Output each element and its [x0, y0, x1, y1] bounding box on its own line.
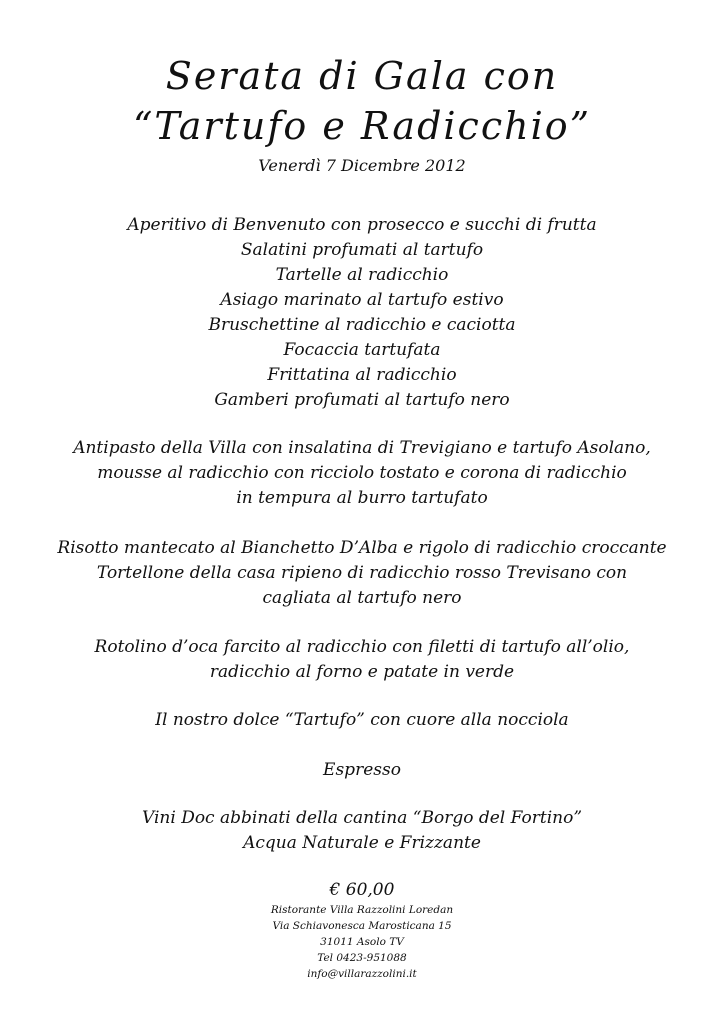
menu-line: cagliata al tartufo nero [262, 588, 462, 608]
menu-line: Salatini profumati al tartufo [240, 240, 484, 260]
menu-line: in tempura al burro tartufato [236, 488, 488, 508]
title-line-1: Serata di Gala con [165, 54, 559, 98]
dessert-line: Il nostro dolce “Tartufo” con cuore alla nocciola [155, 710, 569, 730]
title-line-2: “Tartufo e Radicchio” [132, 104, 592, 148]
menu-line: Tortellone della casa ripieno di radicchio rosso Trevisano con [96, 563, 628, 583]
menu-line: Rotolino d’oca farcito al radicchio con filetti di tartufo all’olio, [94, 637, 630, 657]
menu-line: radicchio al forno e patate in verde [209, 662, 515, 682]
address-line: Tel 0423-951088 [317, 952, 407, 964]
coffee-line: Espresso [323, 760, 401, 780]
menu-line: Bruschettine al radicchio e caciotta [208, 315, 516, 335]
menu-line: mousse al radicchio con ricciolo tostato e corona di radicchio [97, 463, 627, 483]
menu-line: Vini Doc abbinati della cantina “Borgo del Fortino” [141, 808, 583, 828]
menu-line: Aperitivo di Benvenuto con prosecco e succhi di frutta [127, 215, 597, 235]
menu-line: Risotto mantecato al Bianchetto D’Alba e rigolo di radicchio croccante [57, 538, 667, 558]
price: € 60,00 [329, 880, 395, 900]
address-line: 31011 Asolo TV [320, 936, 404, 948]
event-date: Venerdì 7 Dicembre 2012 [258, 156, 466, 175]
address-line: Ristorante Villa Razzolini Loredan [270, 904, 454, 916]
menu-line: Tartelle al radicchio [275, 265, 449, 285]
menu-line: Antipasto della Villa con insalatina di Trevigiano e tartufo Asolano, [73, 438, 651, 458]
address-line: Via Schiavonesca Marosticana 15 [272, 920, 452, 932]
menu-line: Acqua Naturale e Frizzante [243, 833, 481, 853]
menu-line: Frittatina al radicchio [267, 365, 457, 385]
menu-line: Gamberi profumati al tartufo nero [214, 390, 510, 410]
menu-line: Focaccia tartufata [283, 340, 441, 360]
menu-line: Asiago marinato al tartufo estivo [220, 290, 504, 310]
email-line: info@villarazzolini.it [307, 968, 417, 980]
